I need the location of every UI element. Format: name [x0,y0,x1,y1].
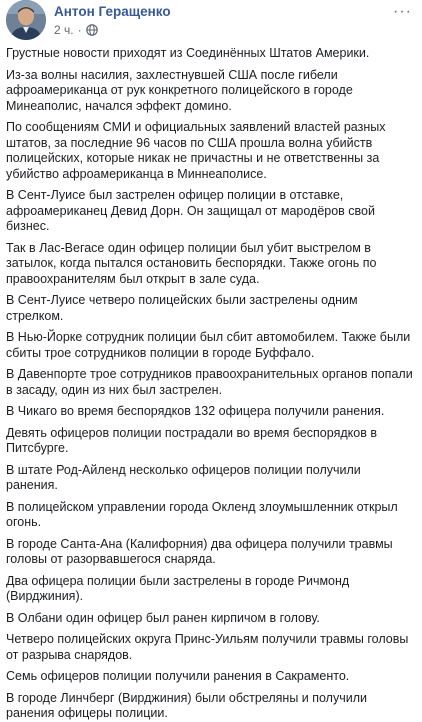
post-paragraph: В Чикаго во время беспорядков 132 офицера получили ранения. [6,404,385,418]
more-options-icon[interactable]: ··· [393,3,412,20]
post-paragraph: В Нью-Йорке сотрудник полиции был сбит автомобилем. Также были сбиты трое сотрудников полиции в городе Буффало. [6,330,411,360]
post-paragraph: Из-за волны насилия, захлестнувшей США после гибели афроамериканца от рук конкретного полицейского в городе Минеаполис, начался эффект домино. [6,67,353,113]
post-paragraph: В Олбани один офицер был ранен кирпичом в голову. [6,610,320,625]
post-paragraph: Семь офицеров полиции получили ранения в Сакраменто. [6,669,350,683]
post-paragraph: В Сент-Луисе был застрелен офицер полиции в отставке, афроамериканец Девид Дорн. Он защищал от мародёров свой бизнес. [6,188,375,233]
post-paragraph: Девять офицеров полиции пострадали во время беспорядков в Питсбурге. [6,425,377,455]
post-paragraph: Четверо полицейских округа Принс-Уильям получили травмы головы от разрыва снарядов. [6,632,409,662]
post-paragraph: Два офицера полиции были застрелены в городе Ричмонд (Вирджиния). [6,573,350,603]
post-paragraph: В Сент-Луисе четверо полицейских были застрелены одним стрелком. [6,293,358,323]
post-header-text [54,0,171,38]
author-name[interactable]: Антон Геращенко [54,4,171,19]
post-header [6,0,416,40]
post-timestamp[interactable]: 2 ч. [54,23,74,37]
post-paragraph: В штате Род-Айленд несколько офицеров полиции получили ранения. [6,462,361,492]
post-paragraph: В полицейском управлении города Окленд злоумышленник открыл огонь. [6,499,398,529]
meta-separator: · [77,23,82,37]
post-paragraph: В городе Линчберг (Вирджиния) были обстреляны и получили ранения офицеры полиции. [6,690,367,720]
post-paragraph: В Давенпорте трое сотрудников правоохранительных органов попали в засаду, один из них был застрелен. [6,367,413,397]
post-paragraph: Так в Лас-Вегасе один офицер полиции был убит выстрелом в затылок, когда пытался остановить беспорядки. Также огонь по правоохранителям был открыт в зале суда. [6,240,377,286]
globe-icon [86,24,98,36]
post-body [6,46,416,722]
avatar[interactable] [6,0,46,40]
post-paragraph: Грустные новости приходят из Соединённых Штатов Америки. [6,46,370,60]
post-paragraph: В городе Санта-Ана (Калифорния) два офицера получили травмы головы от разорвавшегося снаряда. [6,536,393,566]
post-paragraph: По сообщениям СМИ и официальных заявлений властей разных штатов, за последние 96 часов по США прошла волна убийств полицейских, которые никак не причастны и не ответственны за убийство афроамериканца в Миннеаполисе. [6,120,386,181]
avatar-image [6,0,46,40]
post-meta [54,22,171,38]
